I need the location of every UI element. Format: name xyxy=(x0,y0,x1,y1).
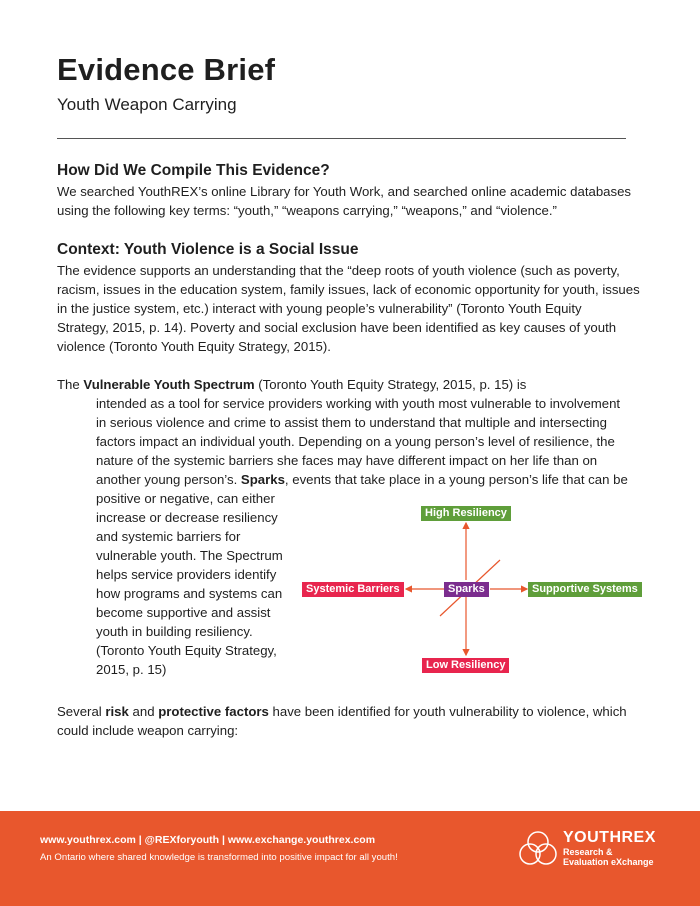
side-line: (Toronto Youth Equity Strategy, xyxy=(96,643,277,658)
spectrum-intro-pre: The xyxy=(57,377,84,392)
context-line: Strategy, 2015, p. 14). Poverty and social exclusion have been identified as key causes of youth xyxy=(57,320,617,335)
sparks-bold: Sparks xyxy=(240,472,285,487)
spectrum-intro-post: (Toronto Youth Equity Strategy, 2015, p. 15) is xyxy=(254,377,527,392)
risk-mid: and xyxy=(128,704,159,719)
compile-heading: How Did We Compile This Evidence? xyxy=(57,162,330,179)
low-resiliency-label: Low Resiliency xyxy=(422,658,509,673)
footer-bar xyxy=(0,811,700,906)
footer-links[interactable]: www.youthrex.com | @REXforyouth | www.exchange.youthrex.com xyxy=(40,834,376,846)
sparks-pre: another young person’s. xyxy=(96,472,241,487)
youthrex-logo-icon xyxy=(516,827,560,871)
systemic-barriers-label: Systemic Barriers xyxy=(302,582,404,597)
high-resiliency-label: High Resiliency xyxy=(421,506,511,521)
spectrum-line: nature of the systemic barriers she faces may have different impact on her life than on xyxy=(96,453,598,468)
context-line: violence (Toronto Youth Equity Strategy, 2015). xyxy=(57,339,331,354)
spectrum-intro-bold: Vulnerable Youth Spectrum xyxy=(83,377,255,392)
protective-bold: protective factors xyxy=(158,704,269,719)
page-title: Evidence Brief xyxy=(57,52,276,87)
compile-line: We searched YouthREX’s online Library for Youth Work, and searched online academic databases xyxy=(57,184,632,199)
side-line: vulnerable youth. The Spectrum xyxy=(96,548,283,563)
side-line: positive or negative, can either xyxy=(96,491,275,506)
supportive-systems-label: Supportive Systems xyxy=(528,582,642,597)
compile-line: using the following key terms: “youth,” “weapons carrying,” “weapons,” and “violence.” xyxy=(57,203,557,218)
footer-brand-sub2: Evaluation eXchange xyxy=(563,857,654,867)
side-line: 2015, p. 15) xyxy=(96,662,167,677)
side-line: youth in building resiliency. xyxy=(96,624,253,639)
spectrum-line: intended as a tool for service providers working with youth most vulnerable to involvement xyxy=(96,396,621,411)
spectrum-line: in serious violence and crime to assist them to understand that multiple and intersecting xyxy=(96,415,607,430)
spectrum-line: factors impact an individual youth. Depending on a young person’s level of resilience, the xyxy=(96,434,615,449)
context-line: racism, issues in the education system, family issues, lack of economic opportunity for youth, issues xyxy=(57,282,640,297)
side-line: become supportive and assist xyxy=(96,605,271,620)
footer-brand-sub1: Research & xyxy=(563,847,613,857)
risk-paragraph xyxy=(57,702,627,740)
risk-line2: could include weapon carrying: xyxy=(57,723,239,738)
risk-pre: Several xyxy=(57,704,106,719)
context-heading: Context: Youth Violence is a Social Issue xyxy=(57,241,359,258)
sparks-label: Sparks xyxy=(444,582,489,597)
footer-tagline: An Ontario where shared knowledge is transformed into positive impact for all youth! xyxy=(40,852,398,863)
context-line: The evidence supports an understanding that the “deep roots of youth violence (such as poverty, xyxy=(57,263,620,278)
side-line: helps service providers identify xyxy=(96,567,277,582)
context-line: in the justice system, etc.) interact with young people’s vulnerability” (Toronto Youth Equity xyxy=(57,301,582,316)
side-line: how programs and systems can xyxy=(96,586,283,601)
side-line: increase or decrease resiliency xyxy=(96,510,278,525)
risk-post: have been identified for youth vulnerability to violence, which xyxy=(268,704,627,719)
risk-bold: risk xyxy=(105,704,129,719)
sparks-post: , events that take place in a young person’s life that can be xyxy=(284,472,628,487)
footer-logo xyxy=(563,829,656,867)
side-line: and systemic barriers for xyxy=(96,529,241,544)
page-subtitle: Youth Weapon Carrying xyxy=(57,95,237,114)
footer-brand: YOUTHREX xyxy=(563,829,656,846)
